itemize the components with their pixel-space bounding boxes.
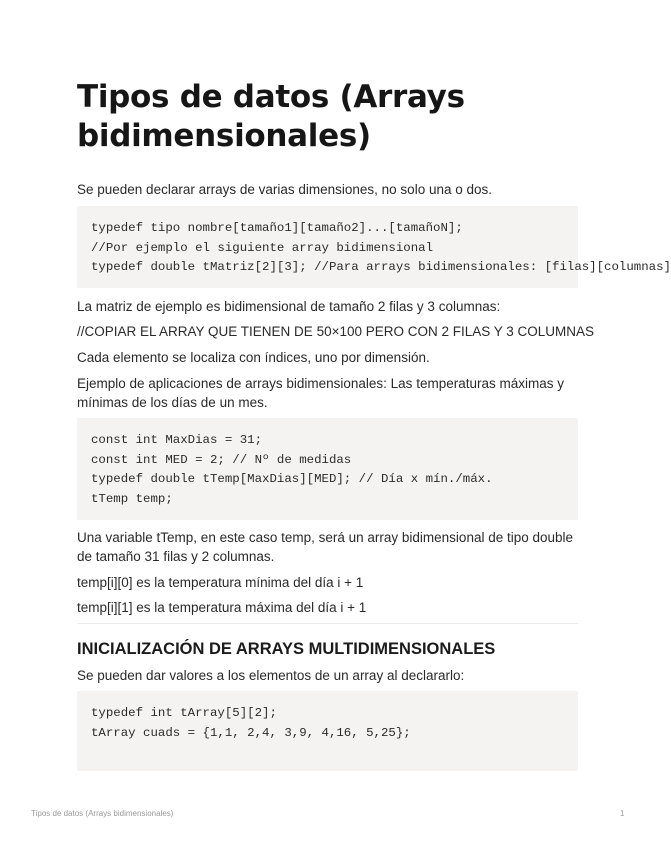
example-paragraph: Ejemplo de aplicaciones de arrays bidimensionales: Las temperaturas máximas y mínimas de los días de un mes. bbox=[77, 376, 564, 410]
matrix-paragraph: La matriz de ejemplo es bidimensional de tamaño 2 filas y 3 columnas: bbox=[77, 299, 501, 314]
copy-note-paragraph: //COPIAR EL ARRAY QUE TIENEN DE 50×100 PERO CON 2 FILAS Y 3 COLUMNAS bbox=[77, 324, 595, 339]
code-line: //Por ejemplo el siguiente array bidimensional bbox=[91, 240, 434, 255]
code-line: const int MED = 2; // Nº de medidas bbox=[91, 452, 352, 467]
code-block-typedef bbox=[77, 206, 671, 288]
max-temp-paragraph: temp[i][1] es la temperatura máxima del día i + 1 bbox=[77, 600, 367, 615]
intro-paragraph: Se pueden declarar arrays de varias dimensiones, no solo una o dos. bbox=[77, 182, 492, 197]
section-heading: INICIALIZACIÓN DE ARRAYS MULTIDIMENSIONALES bbox=[77, 640, 496, 658]
init-paragraph: Se pueden dar valores a los elementos de un array al declararlo: bbox=[77, 668, 465, 683]
code-line: typedef double tTemp[MaxDias][MED]; // Día x mín./máx. bbox=[91, 472, 493, 486]
section-divider bbox=[77, 623, 578, 624]
code-line: typedef double tMatriz[2][3]; //Para arrays bidimensionales: [filas][columnas] bbox=[91, 260, 671, 274]
code-line: typedef int tArray[5][2]; bbox=[91, 706, 277, 720]
code-line: tArray cuads = {1,1, 2,4, 3,9, 4,16, 5,25}; bbox=[91, 725, 411, 740]
element-paragraph: Cada elemento se localiza con índices, uno por dimensión. bbox=[77, 350, 430, 365]
code-line: const int MaxDias = 31; bbox=[91, 433, 263, 447]
code-line: tTemp temp; bbox=[91, 491, 173, 506]
code-block-temperatures bbox=[77, 418, 578, 520]
code-line: typedef tipo nombre[tamaño1][tamaño2]...[tamañoN]; bbox=[91, 221, 463, 235]
page-number: 1 bbox=[620, 809, 625, 818]
variable-paragraph: Una variable tTemp, en este caso temp, será un array bidimensional de tipo double de tamaño 31 filas y 2 columnas. bbox=[77, 530, 574, 564]
footer-title: Tipos de datos (Arrays bidimensionales) bbox=[31, 809, 174, 818]
code-block-initialization bbox=[77, 691, 578, 771]
page-title: Tipos de datos (Arrays bidimensionales) bbox=[77, 79, 465, 154]
min-temp-paragraph: temp[i][0] es la temperatura mínima del día i + 1 bbox=[77, 575, 364, 590]
